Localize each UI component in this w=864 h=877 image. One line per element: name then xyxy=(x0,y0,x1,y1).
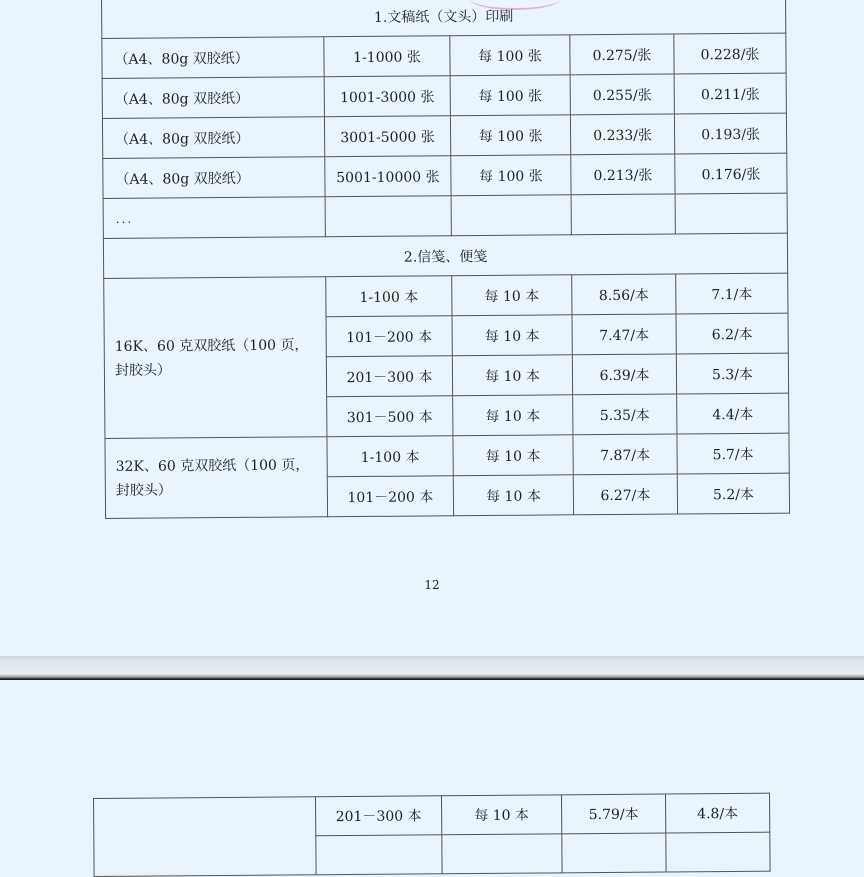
price1-cell: 0.213/张 xyxy=(571,154,675,195)
price2-cell: 0.211/张 xyxy=(674,73,786,114)
section1-title: 1.文稿纸（文头）印刷 xyxy=(102,0,786,38)
item-cell-32k: 32K、60 克双胶纸（100 页，封胶头） xyxy=(105,437,328,519)
empty-cell xyxy=(325,196,451,237)
price2-cell: 5.2/本 xyxy=(677,473,789,514)
empty-cell xyxy=(675,193,787,234)
unit-cell: 每 100 张 xyxy=(450,115,570,156)
empty-cell xyxy=(316,835,442,875)
range-cell: 3001-5000 张 xyxy=(324,116,450,157)
unit-cell: 每 10 本 xyxy=(452,315,572,356)
range-cell: 101－200 本 xyxy=(327,476,453,517)
item-cell: （A4、80g 双胶纸） xyxy=(102,117,324,159)
section-header-row xyxy=(102,0,786,38)
range-cell: 5001-10000 张 xyxy=(325,156,451,197)
document-page-13 xyxy=(0,680,864,846)
item-cell xyxy=(94,797,317,877)
empty-cell xyxy=(571,194,675,235)
table-row xyxy=(103,153,787,198)
price1-cell: 6.39/本 xyxy=(572,354,676,395)
item-cell-16k: 16K、60 克双胶纸（100 页，封胶头） xyxy=(104,277,327,439)
range-cell: 1-1000 张 xyxy=(324,36,450,77)
price2-cell: 4.4/本 xyxy=(677,393,789,434)
price1-cell: 5.79/本 xyxy=(561,794,665,834)
price2-cell: 6.2/本 xyxy=(676,313,788,354)
price-table xyxy=(101,0,790,519)
price1-cell: 6.27/本 xyxy=(573,474,677,515)
unit-cell: 每 10 本 xyxy=(452,355,572,396)
range-cell: 1-100 本 xyxy=(326,276,452,317)
unit-cell: 每 10 本 xyxy=(453,395,573,436)
price1-cell: 8.56/本 xyxy=(572,274,676,315)
price1-cell: 5.35/本 xyxy=(573,394,677,435)
item-cell: （A4、80g 双胶纸） xyxy=(102,77,324,119)
empty-cell xyxy=(562,833,666,873)
unit-cell: 每 10 本 xyxy=(452,275,572,316)
range-cell: 101－200 本 xyxy=(326,316,452,357)
price2-cell: 0.193/张 xyxy=(674,113,786,154)
price1-cell: 0.275/张 xyxy=(570,34,674,75)
unit-cell: 每 100 张 xyxy=(451,155,571,196)
section2-title: 2.信笺、便笺 xyxy=(103,233,787,278)
range-cell: 1-100 本 xyxy=(327,436,453,477)
item-cell: （A4、80g 双胶纸） xyxy=(103,157,325,199)
page-separator xyxy=(0,656,864,680)
table-row xyxy=(105,433,789,478)
table-row xyxy=(94,793,770,837)
empty-cell xyxy=(451,195,571,236)
ellipsis-cell: ... xyxy=(103,197,325,239)
table-row xyxy=(102,33,786,78)
range-cell: 1001-3000 张 xyxy=(324,76,450,117)
unit-cell: 每 100 张 xyxy=(450,75,570,116)
price2-cell: 4.8/本 xyxy=(665,793,769,833)
section-header-row xyxy=(103,233,787,278)
unit-cell: 每 10 本 xyxy=(453,435,573,476)
unit-cell: 每 100 张 xyxy=(450,35,570,76)
table-row xyxy=(104,273,788,318)
table-row xyxy=(102,113,786,158)
price1-cell: 7.87/本 xyxy=(573,434,677,475)
range-cell: 201－300 本 xyxy=(326,356,452,397)
price2-cell: 5.7/本 xyxy=(677,433,789,474)
price2-cell: 0.228/张 xyxy=(674,33,786,74)
empty-cell xyxy=(442,834,562,874)
unit-cell: 每 10 本 xyxy=(441,795,561,835)
unit-cell: 每 10 本 xyxy=(453,475,573,516)
table-row xyxy=(102,73,786,118)
price1-cell: 0.233/张 xyxy=(570,114,674,155)
table-row xyxy=(103,193,787,238)
range-cell: 301－500 本 xyxy=(327,396,453,437)
price2-cell: 5.3/本 xyxy=(676,353,788,394)
price2-cell: 7.1/本 xyxy=(676,273,788,314)
item-cell: （A4、80g 双胶纸） xyxy=(102,37,324,79)
price-table-continued xyxy=(93,793,771,877)
price1-cell: 0.255/张 xyxy=(570,74,674,115)
page-number: 12 xyxy=(424,578,440,592)
price1-cell: 7.47/本 xyxy=(572,314,676,355)
price2-cell: 0.176/张 xyxy=(675,153,787,194)
range-cell: 201－300 本 xyxy=(315,796,441,836)
empty-cell xyxy=(666,832,770,872)
